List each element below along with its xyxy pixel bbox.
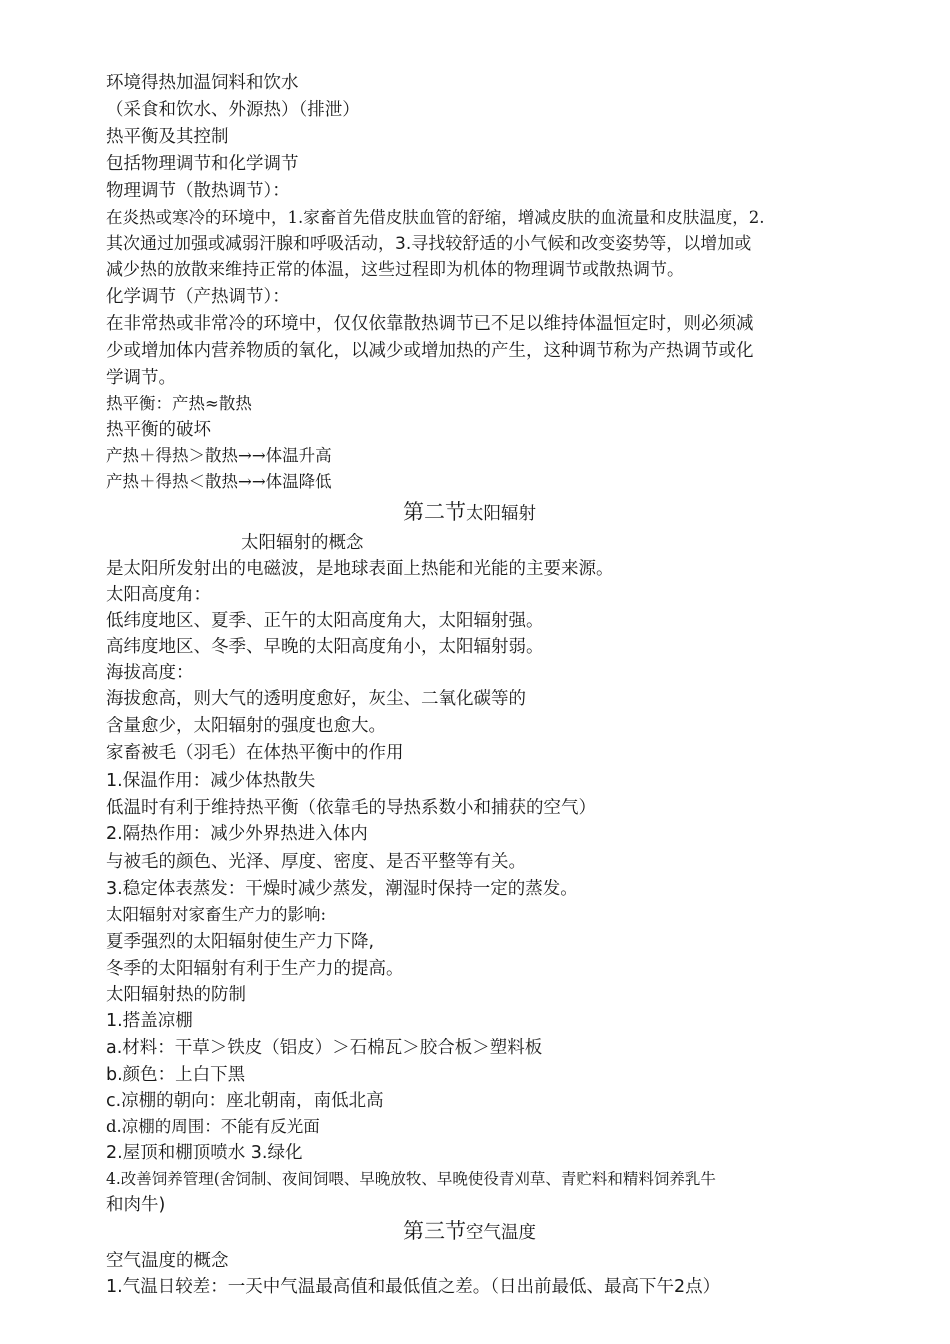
text-line: 含量愈少，太阳辐射的强度也愈大。 (106, 716, 386, 736)
text-line: 和肉牛) (106, 1195, 166, 1215)
text-line: 产热＋得热＜散热→→体温降低 (106, 472, 332, 491)
text-line: 太阳辐射对家畜生产力的影响: (106, 905, 327, 924)
text-line: 减少热的放散来维持正常的体温，这些过程即为机体的物理调节或散热调节。 (106, 260, 684, 280)
text-line: 热平衡的破坏 (106, 420, 211, 440)
section-heading-2 (403, 497, 536, 529)
text-line: 热平衡及其控制 (106, 127, 229, 147)
text-line: 太阳辐射的概念 (241, 533, 364, 553)
text-line: 低纬度地区、夏季、正午的太阳高度角大，太阳辐射强。 (106, 611, 544, 631)
text-line: b.颜色：上白下黑 (106, 1065, 246, 1085)
text-line: 与被毛的颜色、光泽、厚度、密度、是否平整等有关。 (106, 852, 526, 872)
text-line: 海拔高度： (106, 663, 194, 683)
text-line: 3.稳定体表蒸发：干燥时减少蒸发，潮湿时保持一定的蒸发。 (106, 879, 578, 899)
text-line: 夏季强烈的太阳辐射使生产力下降, (106, 932, 375, 952)
section-title: 空气温度 (466, 1223, 536, 1243)
text-line: 热平衡：产热≈散热 (106, 394, 252, 413)
text-line: 产热＋得热＞散热→→体温升高 (106, 446, 332, 465)
text-line: 空气温度的概念 (106, 1251, 229, 1271)
text-line: 在非常热或非常冷的环境中，仅仅依靠散热调节已不足以维持体温恒定时，则必须减 (106, 314, 754, 334)
text-line: a.材料：干草＞铁皮（铝皮）＞石棉瓦＞胶合板＞塑料板 (106, 1038, 543, 1058)
text-line: 1.保温作用：减少体热散失 (106, 771, 316, 791)
text-line: 包括物理调节和化学调节 (106, 154, 299, 174)
text-line: 2.屋顶和棚顶喷水 3.绿化 (106, 1143, 303, 1163)
text-line: 1.气温日较差：一天中气温最高值和最低值之差。（日出前最低、最高下午2点） (106, 1277, 721, 1297)
text-line: 1.搭盖凉棚 (106, 1011, 193, 1031)
text-line: 2.隔热作用：减少外界热进入体内 (106, 824, 368, 844)
text-line: （采食和饮水、外源热）（排泄） (106, 100, 360, 120)
text-line: 学调节。 (106, 368, 176, 388)
text-line: 冬季的太阳辐射有利于生产力的提高。 (106, 959, 404, 979)
text-line: 是太阳所发射出的电磁波，是地球表面上热能和光能的主要来源。 (106, 559, 614, 579)
text-line: 太阳高度角： (106, 585, 211, 605)
text-line: 高纬度地区、冬季、早晚的太阳高度角小，太阳辐射弱。 (106, 637, 544, 657)
section-number: 第二节 (403, 500, 466, 524)
text-line: 化学调节（产热调节）： (106, 287, 290, 307)
text-line: d.凉棚的周围：不能有反光面 (106, 1117, 320, 1136)
text-line: 环境得热加温饲料和饮水 (106, 73, 299, 93)
section-heading-3 (403, 1216, 536, 1248)
text-line: 低温时有利于维持热平衡（依靠毛的导热系数小和捕获的空气） (106, 798, 596, 818)
text-line: 4.改善饲养管理(舍饲制、夜间饲喂、早晚放牧、早晚使役青刈草、青贮料和精料饲养乳牛 (106, 1170, 716, 1188)
text-line: 物理调节（散热调节）： (106, 181, 290, 201)
section-number: 第三节 (403, 1219, 466, 1243)
text-line: 少或增加体内营养物质的氧化，以减少或增加热的产生，这种调节称为产热调节或化 (106, 341, 754, 361)
text-line: 在炎热或寒冷的环境中，1.家畜首先借皮肤血管的舒缩，增减皮肤的血流量和皮肤温度，2. (106, 208, 765, 227)
text-line: 家畜被毛（羽毛）在体热平衡中的作用 (106, 743, 404, 763)
text-line: 太阳辐射热的防制 (106, 985, 246, 1005)
text-line: 海拔愈高，则大气的透明度愈好，灰尘、二氧化碳等的 (106, 689, 526, 709)
section-title: 太阳辐射 (466, 504, 536, 524)
text-line: 其次通过加强或减弱汗腺和呼吸活动，3.寻找较舒适的小气候和改变姿势等，以增加或 (106, 234, 752, 254)
text-line: c.凉棚的朝向：座北朝南，南低北高 (106, 1091, 384, 1111)
